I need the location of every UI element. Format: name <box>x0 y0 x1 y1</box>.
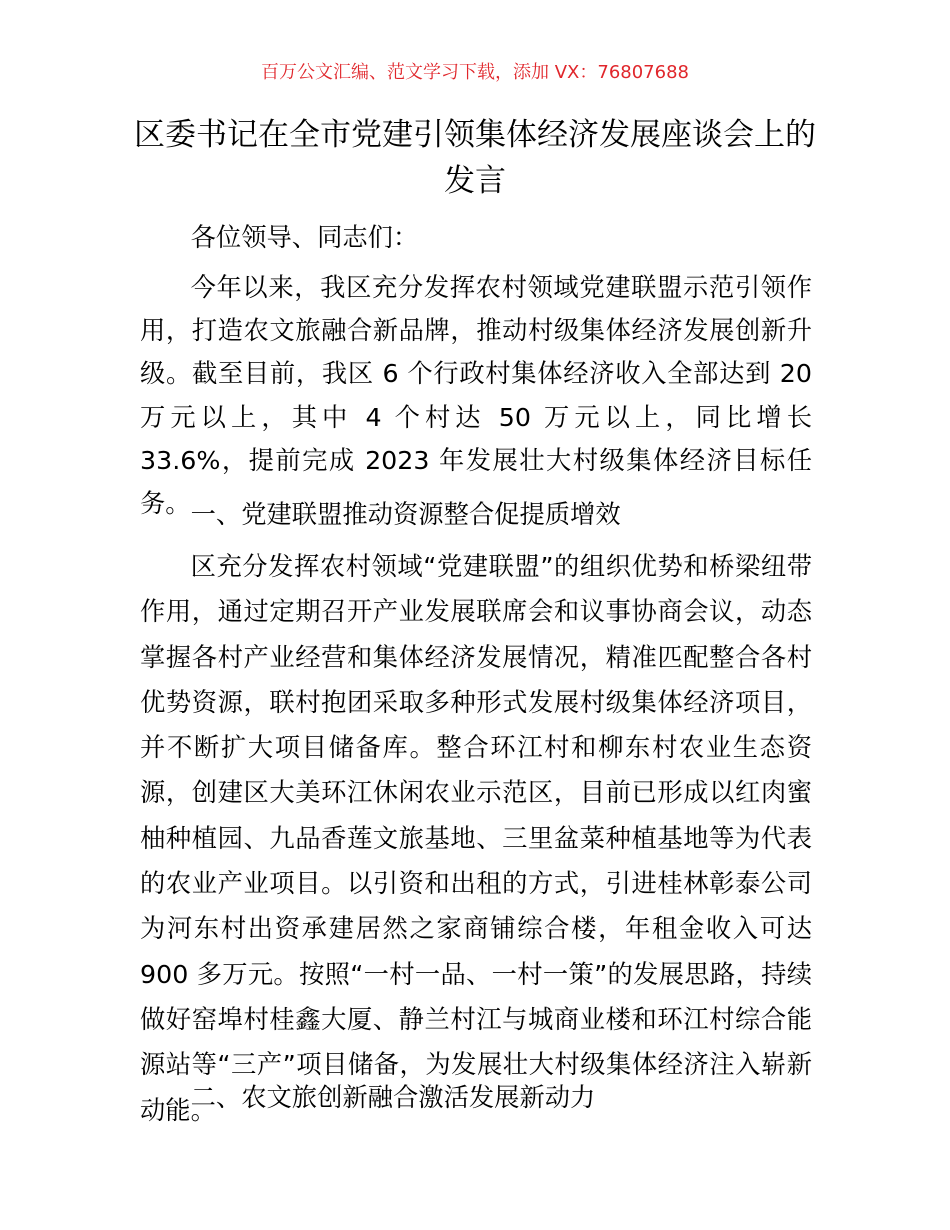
section-heading: 一、党建联盟推动资源整合促提质增效 <box>190 500 621 529</box>
paragraph: 今年以来，我区充分发挥农村领域党建联盟示范引领作用，打造农文旅融合新品牌，推动村级集体经济发展创新升级。截至目前，我区 6 个行政村集体经济收入全部达到 20 万元以上，其中 4 个村达 50 万元以上，同比增长 33.6%，提前完成 2023 年发展壮大村级集体经济目标任务。 <box>140 273 812 519</box>
section-heading: 二、农文旅创新融合激活发展新动力 <box>190 1083 596 1112</box>
paragraph: 区充分发挥农村领域“党建联盟”的组织优势和桥梁纽带作用，通过定期召开产业发展联席会和议事协商会议，动态掌握各村产业经营和集体经济发展情况，精准匹配整合各村优势资源，联村抱团采取多种形式发展村级集体经济项目，并不断扩大项目储备库。整合环江村和柳东村农业生态资源，创建区大美环江休闲农业示范区，目前已形成以红肉蜜柚种植园、九品香莲文旅基地、三里盆菜种植基地等为代表的农业产业项目。以引资和出租的方式，引进桂林彰泰公司为河东村出资承建居然之家商铺综合楼，年租金收入可达 900 多万元。按照“一村一品、一村一策”的发展思路，持续做好窑埠村桂鑫大厦、静兰村江与城商业楼和环江村综合能源站等“三产”项目储备，为发展壮大村级集体经济注入崭新动能。 <box>140 552 812 1125</box>
greeting: 各位领导、同志们： <box>190 223 419 252</box>
watermark-header: 百万公文汇编、范文学习下载，添加 VX：76807688 <box>261 62 689 83</box>
document-title: 区委书记在全市党建引领集体经济发展座谈会上的发言 <box>134 117 816 199</box>
